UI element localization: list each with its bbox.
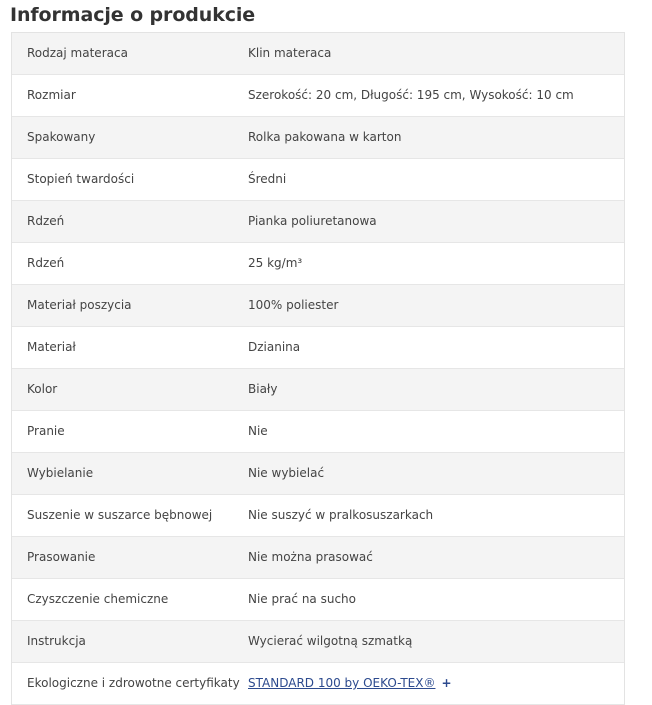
table-row — [12, 117, 624, 159]
row-value: Biały — [248, 382, 278, 396]
table-row — [12, 453, 624, 495]
row-label: Rozmiar — [27, 88, 76, 102]
plus-icon[interactable]: + — [441, 676, 452, 690]
table-row — [12, 537, 624, 579]
row-label: Stopień twardości — [27, 172, 135, 186]
table-row — [12, 327, 624, 369]
row-value: 25 kg/m³ — [248, 256, 303, 270]
row-value: Nie suszyć w pralkosuszarkach — [248, 508, 434, 522]
row-value: Klin materaca — [248, 46, 332, 60]
table-row — [12, 411, 624, 453]
table-row — [12, 621, 624, 663]
row-value — [248, 663, 452, 704]
table-row — [12, 369, 624, 411]
row-value: Nie — [248, 424, 268, 438]
certificate-link[interactable]: STANDARD 100 by OEKO-TEX® — [248, 676, 436, 690]
row-label: Ekologiczne i zdrowotne certyfikaty — [27, 676, 240, 690]
row-label: Kolor — [27, 382, 58, 396]
row-label: Rdzeń — [27, 256, 65, 270]
table-row — [12, 579, 624, 621]
table-row — [12, 285, 624, 327]
table-row — [12, 243, 624, 285]
row-label: Instrukcja — [27, 634, 86, 648]
row-label: Rodzaj materaca — [27, 46, 128, 60]
row-label: Czyszczenie chemiczne — [27, 592, 169, 606]
section-title: Informacje o produkcie — [10, 4, 256, 26]
row-value: Nie wybielać — [248, 466, 325, 480]
row-value: Średni — [248, 172, 287, 186]
row-value: Dzianina — [248, 340, 301, 354]
product-info-table — [11, 32, 625, 705]
table-row — [12, 201, 624, 243]
row-label: Materiał — [27, 340, 76, 354]
row-value: Rolka pakowana w karton — [248, 130, 402, 144]
row-value: Szerokość: 20 cm, Długość: 195 cm, Wysokość: 10 cm — [248, 88, 574, 102]
row-label: Wybielanie — [27, 466, 94, 480]
table-row — [12, 159, 624, 201]
row-label: Suszenie w suszarce bębnowej — [27, 508, 213, 522]
row-value: Nie można prasować — [248, 550, 373, 564]
row-label: Prasowanie — [27, 550, 96, 564]
row-value: 100% poliester — [248, 298, 339, 312]
row-value: Nie prać na sucho — [248, 592, 356, 606]
row-label: Spakowany — [27, 130, 96, 144]
row-value: Pianka poliuretanowa — [248, 214, 377, 228]
row-value: Wycierać wilgotną szmatką — [248, 634, 413, 648]
row-label: Materiał poszycia — [27, 298, 132, 312]
row-label: Pranie — [27, 424, 65, 438]
table-row — [12, 75, 624, 117]
table-row — [12, 33, 624, 75]
table-row — [12, 495, 624, 537]
row-label: Rdzeń — [27, 214, 65, 228]
